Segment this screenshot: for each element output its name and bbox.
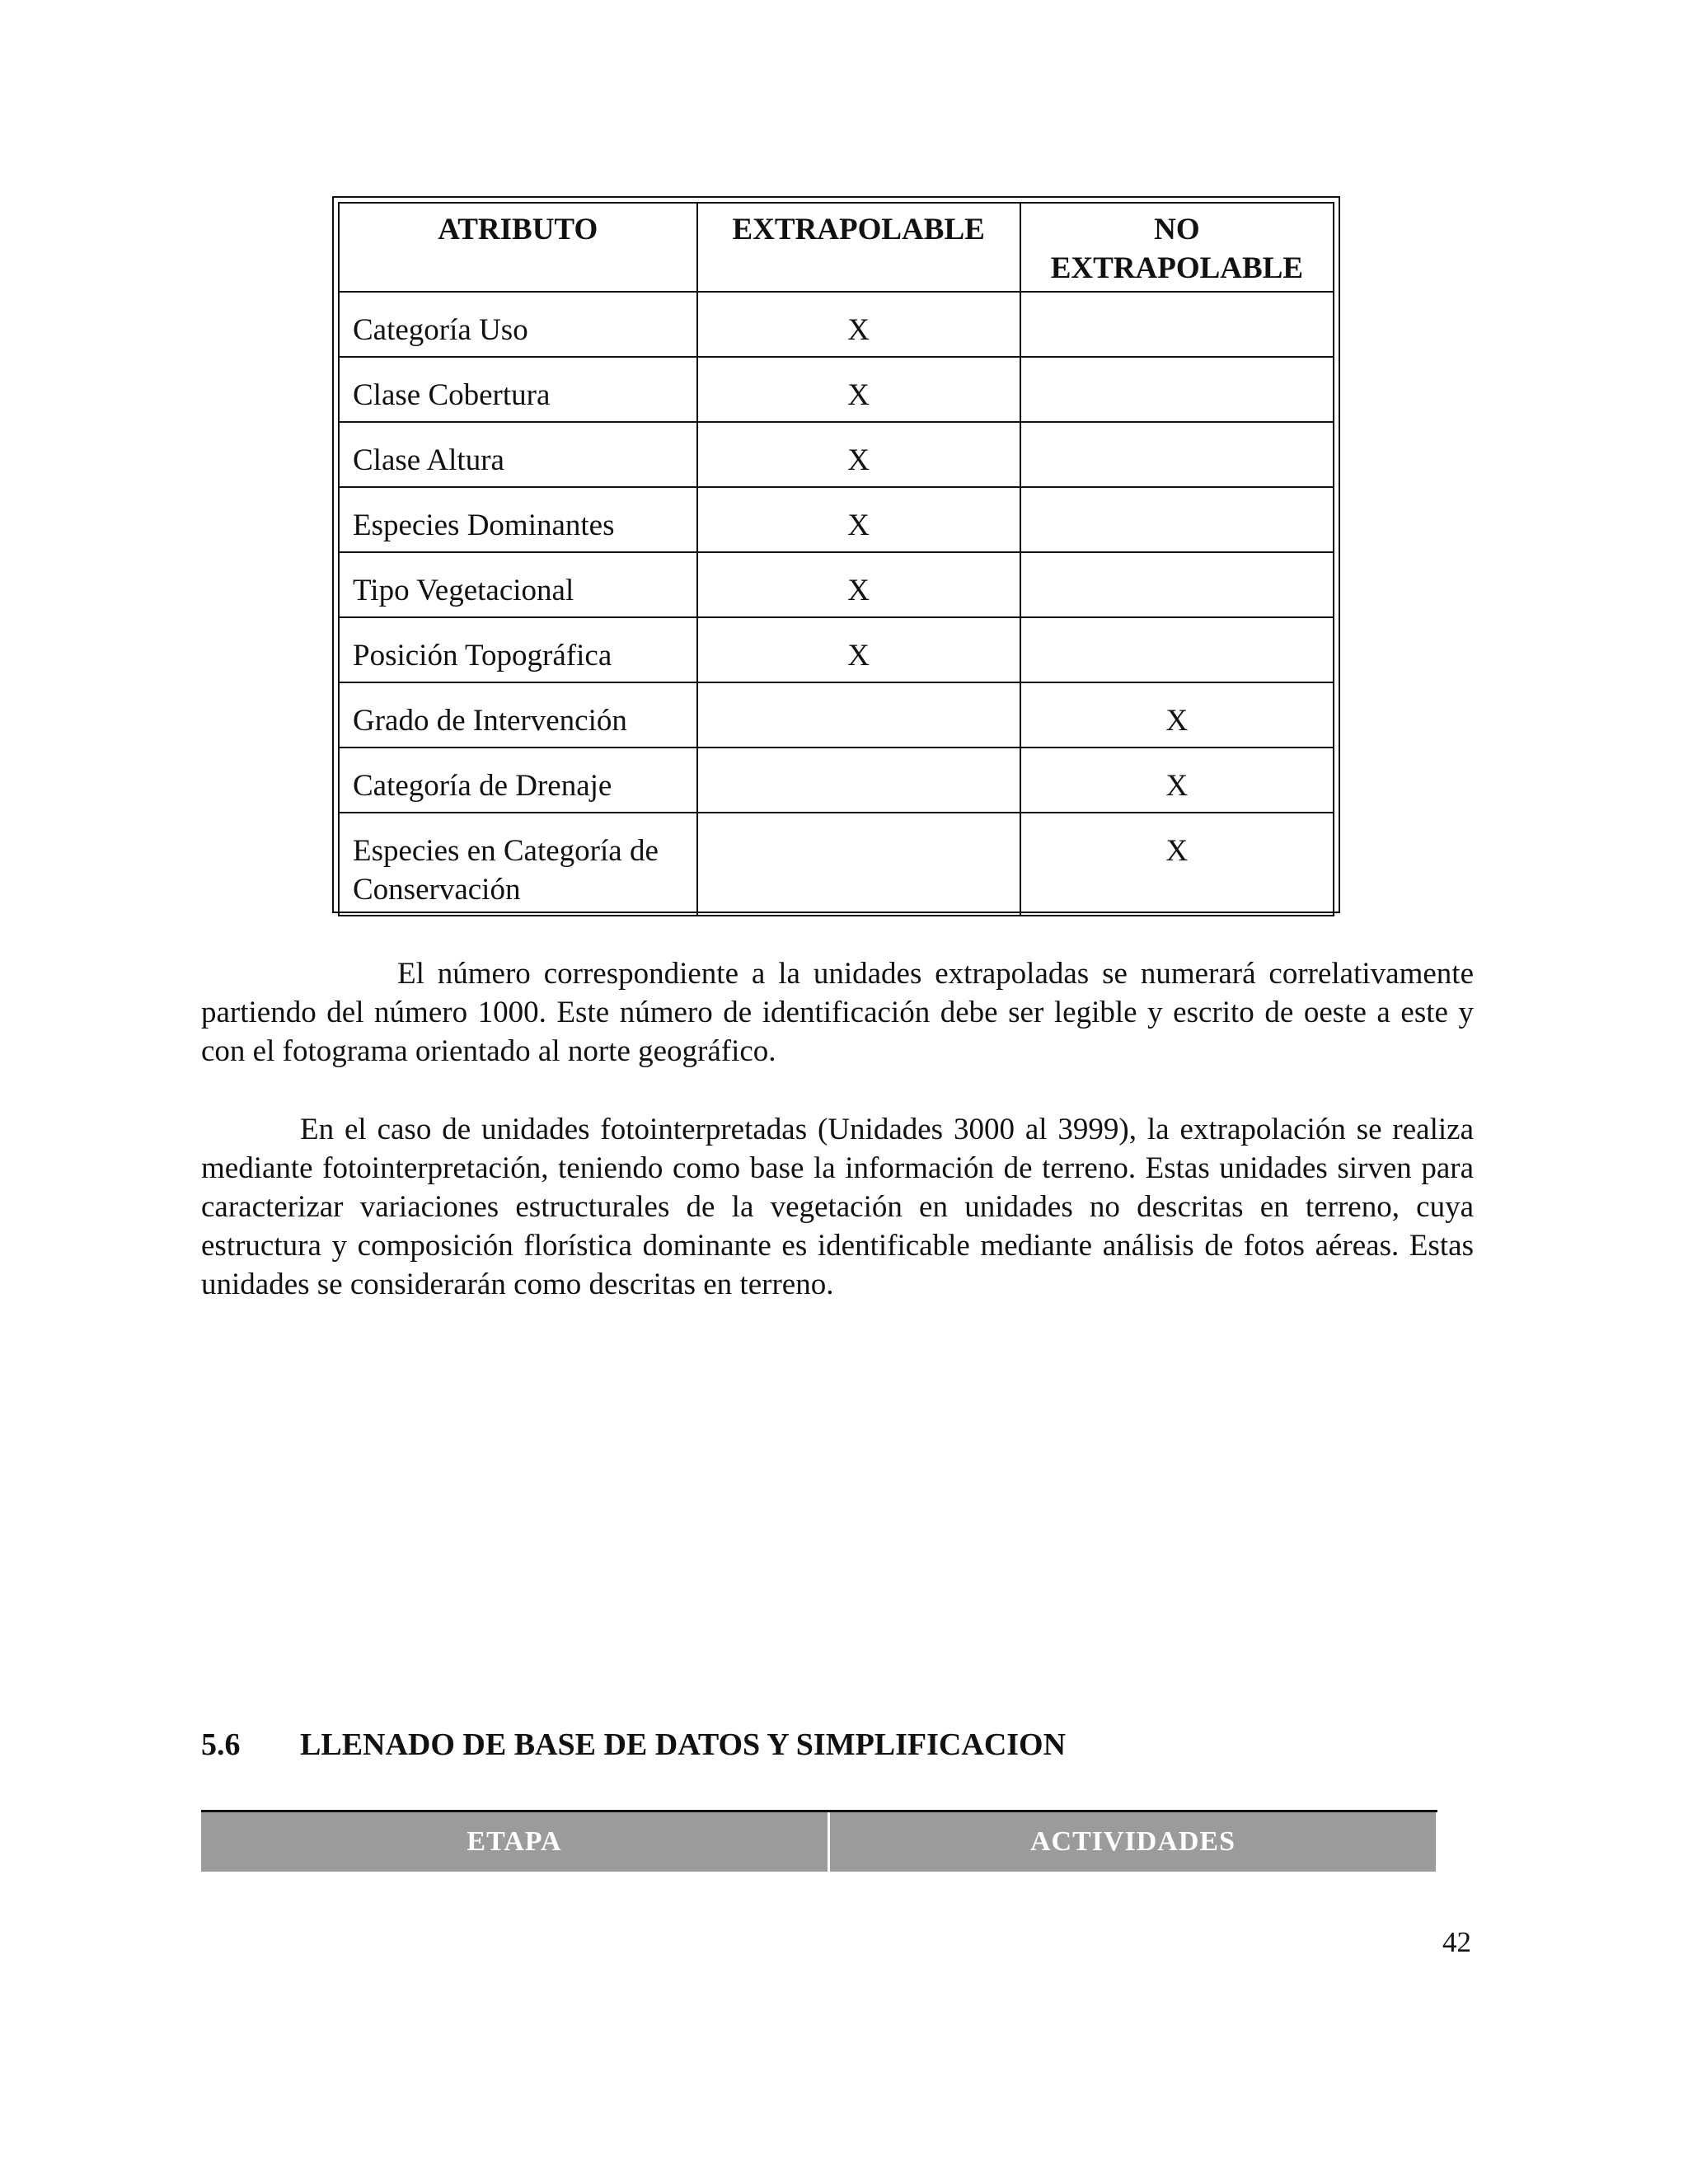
stage-table-header — [201, 1812, 1436, 1872]
cell-atributo: Clase Altura — [339, 422, 697, 487]
cell-extrapolable — [697, 813, 1020, 916]
cell-extrapolable: X — [697, 552, 1020, 617]
cell-no-extrapolable — [1020, 617, 1334, 682]
cell-no-extrapolable: X — [1020, 748, 1334, 813]
paragraph-fotointerpretadas — [201, 1110, 1474, 1304]
cell-no-extrapolable — [1020, 487, 1334, 552]
cell-atributo: Clase Cobertura — [339, 357, 697, 422]
section-number: 5.6 — [201, 1727, 241, 1762]
cell-atributo: Especies Dominantes — [339, 487, 697, 552]
table-row — [339, 617, 1334, 682]
table-row — [339, 487, 1334, 552]
table-row — [339, 292, 1334, 357]
cell-extrapolable: X — [697, 357, 1020, 422]
attribute-table — [332, 196, 1340, 913]
paragraph-extrapoladas — [201, 954, 1474, 1071]
header-etapa: ETAPA — [201, 1812, 830, 1872]
cell-atributo: Tipo Vegetacional — [339, 552, 697, 617]
paragraph-text: El número correspondiente a la unidades extrapoladas se numerará correlativamente partiendo del número 1000. Este número de identificación debe ser legible y escrito de oeste a este y con el fotograma orientado al norte geográfico. — [201, 957, 1474, 1068]
cell-no-extrapolable: X — [1020, 682, 1334, 748]
table-row — [339, 422, 1334, 487]
table-header-row — [339, 203, 1334, 292]
cell-extrapolable — [697, 682, 1020, 748]
header-actividades: ACTIVIDADES — [830, 1812, 1436, 1872]
table-row — [339, 357, 1334, 422]
cell-atributo: Categoría de Drenaje — [339, 748, 697, 813]
cell-extrapolable: X — [697, 292, 1020, 357]
cell-atributo: Categoría Uso — [339, 292, 697, 357]
cell-no-extrapolable — [1020, 357, 1334, 422]
cell-atributo: Especies en Categoría de Conservación — [339, 813, 697, 916]
header-extrapolable: EXTRAPOLABLE — [697, 203, 1020, 292]
cell-no-extrapolable — [1020, 292, 1334, 357]
cell-atributo: Posición Topográfica — [339, 617, 697, 682]
cell-extrapolable: X — [697, 617, 1020, 682]
paragraph-text: En el caso de unidades fotointerpretadas (Unidades 3000 al 3999), la extrapolación se realiza mediante fotointerpretación, teniendo como base la información de terreno. Estas unidades sirven para caracterizar variaciones estructurales de la vegetación en unidades no descritas en terreno, cuya estructura y composición florística dominante es identificable mediante análisis de fotos aéreas. Estas unidades se considerarán como descritas en terreno. — [201, 1113, 1474, 1301]
cell-no-extrapolable — [1020, 422, 1334, 487]
cell-atributo: Grado de Intervención — [339, 682, 697, 748]
cell-extrapolable: X — [697, 487, 1020, 552]
table-row — [339, 552, 1334, 617]
header-atributo: ATRIBUTO — [339, 203, 697, 292]
table-row — [339, 813, 1334, 916]
section-heading — [201, 1725, 1066, 1765]
cell-extrapolable — [697, 748, 1020, 813]
cell-extrapolable: X — [697, 422, 1020, 487]
section-title: LLENADO DE BASE DE DATOS Y SIMPLIFICACION — [300, 1727, 1067, 1762]
table-row — [339, 682, 1334, 748]
page-number: 42 — [1442, 1926, 1471, 1958]
cell-no-extrapolable: X — [1020, 813, 1334, 916]
cell-no-extrapolable — [1020, 552, 1334, 617]
table-row — [339, 748, 1334, 813]
header-no-extrapolable: NO EXTRAPOLABLE — [1020, 203, 1334, 292]
